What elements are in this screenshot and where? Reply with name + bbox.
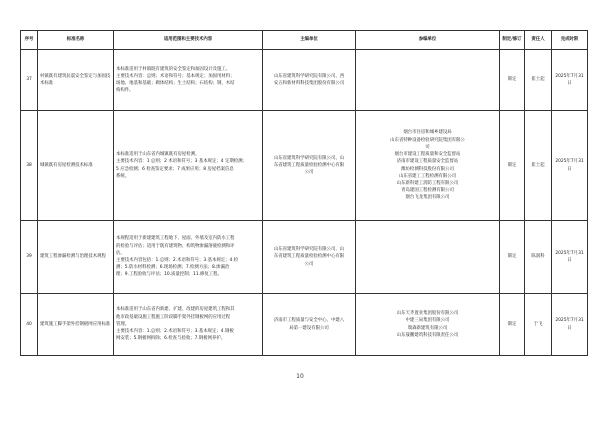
row-name: 建筑施工脚手架外挂钢板网应用标准 xyxy=(38,294,114,356)
table-row xyxy=(21,294,588,356)
row-no: 38 xyxy=(21,111,38,221)
row-lead xyxy=(263,50,356,111)
participant-line: 烟台市住房和城乡建设局 xyxy=(403,130,452,136)
header-participants: 参编单位 xyxy=(356,31,500,50)
row-lead xyxy=(263,294,356,356)
scope-line: 场地、地基和基础；砌体结构；生土结构；石结构；钢、木结 xyxy=(116,81,235,86)
scope-line: 本标准适用于山东省内城镇既有房屋检测。 xyxy=(116,152,200,158)
row-deadline: 2025年7月31日 xyxy=(552,111,588,221)
lead-line: 东省建筑工程质量检验检测中心有限 xyxy=(273,162,345,168)
participant-line: 中建三局集团有限公司 xyxy=(405,318,450,324)
row-name: 建筑工程渗漏检测与治理技术规程 xyxy=(38,221,114,294)
row-participants xyxy=(356,111,500,221)
lead-line: 东省建筑工程质量检验检测中心有限 xyxy=(273,254,345,260)
participant-line: 烟台市建设工程质量和安全监督站 xyxy=(394,152,461,158)
participant-line: 烟台飞龙集团有限公司 xyxy=(405,195,450,201)
scope-line: 的检验与评估；适用于既有建筑物、构筑物渗漏溶液检测和评 xyxy=(116,243,235,249)
scope-line: 主要技术内容包括：1.总则；2.术语和符号；3.基本规定；4.检 xyxy=(116,258,239,263)
document-page xyxy=(20,30,587,356)
header-deadline: 完成时限 xyxy=(552,31,588,50)
row-participants xyxy=(356,294,500,356)
participant-line: 山东省建工工程检测有限公司 xyxy=(398,173,457,179)
header-type: 制定/修订 xyxy=(500,31,525,50)
table-row xyxy=(21,221,588,294)
row-scope xyxy=(114,50,263,111)
scope-line: 本规程适用于新建建筑工程地下、屋面、外墙及室内防水工程 xyxy=(116,236,235,242)
header-no: 序号 xyxy=(21,31,38,50)
row-deadline: 2025年7月31日 xyxy=(552,50,588,111)
scope-line: 主要技术内容：1 总则；2 术语和符号；3 基本规定；4 定期检测； xyxy=(116,159,247,165)
participant-line: 山东天齐置业集团股份有限公司 xyxy=(396,311,459,317)
lead-line: 公司 xyxy=(304,261,314,267)
row-scope xyxy=(114,294,263,356)
scope-line: 估。 xyxy=(116,250,125,256)
scope-line: 系统。 xyxy=(116,173,130,179)
row-lead xyxy=(263,111,356,221)
row-person: 于飞 xyxy=(525,294,552,356)
scope-line: 网安装；5.钢板网拆除；6.检查与验收；7.钢板网养护。 xyxy=(116,336,226,342)
row-deadline: 2025年7月31日 xyxy=(552,294,588,356)
lead-line: 安五和新材料科技集团股份有限公司 xyxy=(273,81,345,86)
row-no: 37 xyxy=(21,50,38,111)
row-type: 制定 xyxy=(500,111,525,221)
lead-line: 济南市工程质量与安全中心、中建八 xyxy=(273,318,345,324)
participant-line: 济南市建设工程质量安全监督站 xyxy=(396,159,459,165)
table-row xyxy=(21,111,588,221)
standards-table xyxy=(20,30,588,356)
scope-line: 测；5.防水材料检测；6.现场检测；7.检测方法；8.渗漏治 xyxy=(116,265,230,271)
row-no: 39 xyxy=(21,221,38,294)
row-scope xyxy=(114,111,263,221)
header-lead: 主编单位 xyxy=(263,31,356,50)
scope-line: 主要技术内容：1.总则；2.术语和符号；3.基本规定；4.钢板 xyxy=(116,329,234,335)
row-participants xyxy=(356,221,500,294)
lead-line: 山东省建筑科学研究院有限公司、山 xyxy=(273,247,345,253)
scope-line: 本标准适用于村镇既有建筑的安全鉴定和加固设计及施工。 xyxy=(116,66,231,72)
header-scope: 适用范围和主要技术内容 xyxy=(114,31,263,50)
row-no: 40 xyxy=(21,294,38,356)
participant-line: 瑞森新建筑有限公司 xyxy=(407,325,448,331)
lead-line: 公司 xyxy=(304,170,314,176)
scope-line: 管理。 xyxy=(116,321,130,327)
participant-line: 潍坊检测科技股份有限公司 xyxy=(401,166,454,172)
participant-line: 山东晟鹏建筑科技有限责任公司 xyxy=(396,332,459,338)
row-lead xyxy=(263,221,356,294)
row-person: 陈润科 xyxy=(525,221,552,294)
scope-line: 他市政基础设施工程施工阶段脚手架外挂钢板网的应用过程 xyxy=(116,314,231,320)
participant-line: 青岛建国工程检测有限公司 xyxy=(401,188,454,194)
table-row xyxy=(21,50,588,111)
row-person: 崔士起 xyxy=(525,111,552,221)
lead-line: 局第一建设有限公司 xyxy=(289,325,329,331)
participant-line: 山东新科建工消防工程有限公司 xyxy=(396,180,459,186)
participant-line: 司 xyxy=(425,144,430,150)
lead-line: 山东省建筑科学研究院有限公司、山 xyxy=(273,155,345,161)
header-person: 责任人 xyxy=(525,31,552,50)
scope-line: 主要技术内容：总则；术语和符号；基本规定；加固用材料； xyxy=(116,73,235,79)
row-name: 村镇既有建筑抗震安全鉴定与加固技术标准 xyxy=(38,50,114,111)
row-type: 制定 xyxy=(500,221,525,294)
scope-line: 理；9.工程验收与评估；10.质量控制；11.修复工程。 xyxy=(116,272,222,278)
row-participants xyxy=(356,50,500,111)
row-scope xyxy=(114,221,263,294)
table-header-row xyxy=(21,31,588,50)
scope-line: 5 应急检测；6 检查鉴定要求；7 成果应用；8 房屋档案信息 xyxy=(116,166,234,172)
row-type: 制定 xyxy=(500,294,525,356)
header-name: 标准名称 xyxy=(38,31,114,50)
row-person: 崔士起 xyxy=(525,50,552,111)
scope-line: 构构件。 xyxy=(116,88,134,94)
row-deadline: 2025年7月31日 xyxy=(552,221,588,294)
page-number: 10 xyxy=(296,373,304,380)
row-name: 城镇既有房屋检测技术标准 xyxy=(38,111,114,221)
participant-line: 山东省特种设备检验研究院集团有限公 xyxy=(390,137,465,143)
lead-line: 山东省建筑科学研究院有限公司、西 xyxy=(273,73,345,79)
row-type: 制定 xyxy=(500,50,525,111)
scope-line: 本标准适用于山东省内新建、扩建、改建的房屋建筑工程和其 xyxy=(116,307,235,313)
